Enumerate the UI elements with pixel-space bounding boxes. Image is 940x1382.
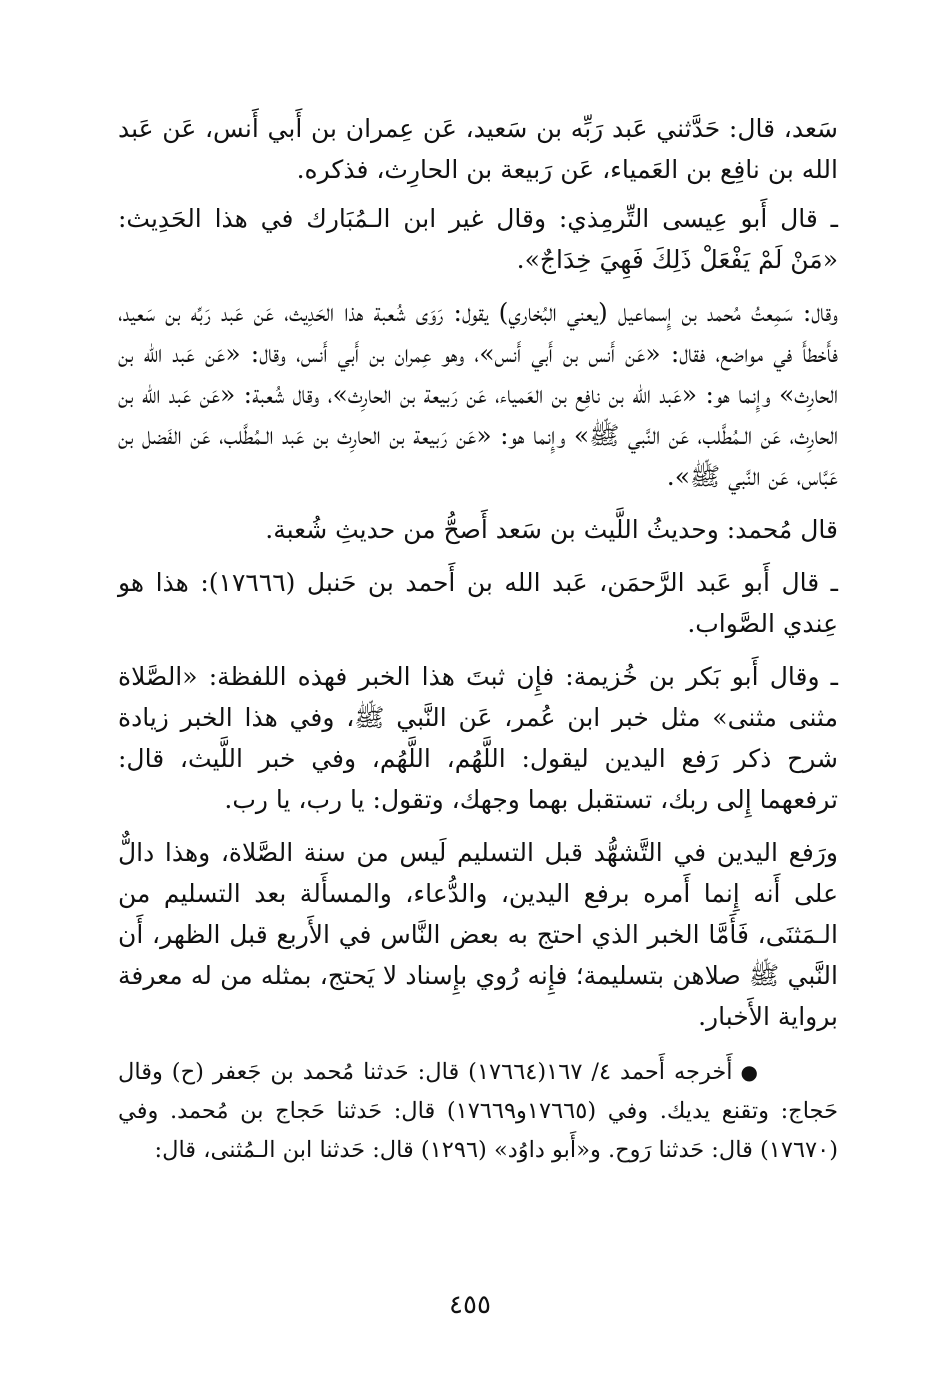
paragraph-4: قال مُحمد: وحديثُ اللَّيث بن سَعد أَصحُّ من حديثِ شُعبة. <box>265 515 838 544</box>
paragraph-1: سَعد، قال: حَدَّثني عَبد رَبِّه بن سَعيد، عَن عِمران بن أَبي أَنس، عَن عَبد الله بن نافِع بن العَمياء، عَن رَبيعة بن الحارِث، فذكره. <box>118 114 838 184</box>
footnote-text <box>118 1053 838 1170</box>
bullet-icon: ● <box>740 1060 758 1084</box>
main-text <box>118 108 838 1037</box>
page-body <box>118 108 838 1358</box>
footnote-body: أَخرجه أَحمد ٤/ ١٦٧(١٧٦٦٤) قال: حَدثنا مُحمد بن جَعفر (ح) وقال حَجاج: وتقنع يديك. وفي (١٧٦٦٥و١٧٦٦٩) قال: حَدثنا حَجاج بن مُحمد. وفي (١٧٦٧٠) قال: حَدثنا رَوح. و«أَبو داوُد» (١٢٩٦) قال: حَدثنا ابن الـمُثنى، قال: <box>118 1059 838 1163</box>
page-number: ٤٥٥ <box>449 1290 491 1320</box>
paragraph-7: ورَفع اليدين في التَّشهُّد قبل التسليم لَيس من سنة الصَّلاة، وهذا دالٌّ على أَنه إِنما أَمره برفع اليدين، والدُّعاء، والمسأَلة بعد التسليم من الـمَثنَى، فَأَمَّا الخبر الذي احتج به بعض النَّاس في الأَربع قبل الظهر، أَن النَّبي ﷺ صلاهن بتسليمة؛ فإِنه رُوي بإِسناد لا يَحتج، بمثله من له معرفة برواية الأَخبار. <box>118 838 838 1031</box>
footnote-section <box>118 1053 838 1170</box>
paragraph-2: ـ قال أَبو عِيسى التِّرمِذي: وقال غير ابن الـمُبَارك في هذا الحَدِيث: «مَنْ لَمْ يَفْعَلْ ذَلِكَ فَهِيَ خِدَاجٌ». <box>118 204 838 274</box>
paragraph-3: وقال: سَمِعتُ مُحمد بن إِسماعيل (يعني البُخاري) يقول: رَوَى شُعبة هذا الحَدِيث، عَن عَبد رَبِّه بن سَعيد، فأَخطأَ في مواضع، فقال: «عَن أَنس بن أَبي أَنس»، وهو عِمران بن أَبي أَنس، وقال: «عَن عَبد الله بن الحارِث» وإِنما هو: «عَبد الله بن نافِع بن العَمياء، عَن رَبيعة بن الحارِث»، وقال شُعبة: «عَن عَبد الله بن الحارِث، عَن الـمُطَّلب، عَن النَّبي ﷺ» وإِنما هو: «عَن رَبيعة بن الحارِث بن عَبد الـمُطَّلب، عَن الفَضل بن عَبَّاس، عَن النَّبي ﷺ». <box>118 298 838 491</box>
paragraph-6: ـ وقال أَبو بَكر بن خُزيمة: فإِن ثبتَ هذا الخبر فهذه اللفظة: «الصَّلاة مثنى مثنى» مثل خبر ابن عُمر، عَن النَّبي ﷺ، وفي هذا الخبر زيادة شرح ذكر رَفع اليدين ليقول: اللَّهُم، اللَّهُم، وفي خبر اللَّيث، قال: ترفعهما إِلى ربك، تستقبل بهما وجهك، وتقول: يا رب، يا رب. <box>118 662 838 814</box>
paragraph-5: ـ قال أَبو عَبد الرَّحمَن، عَبد الله بن أَحمد بن حَنبل (١٧٦٦٦): هذا هو عِندي الصَّواب. <box>118 568 838 638</box>
